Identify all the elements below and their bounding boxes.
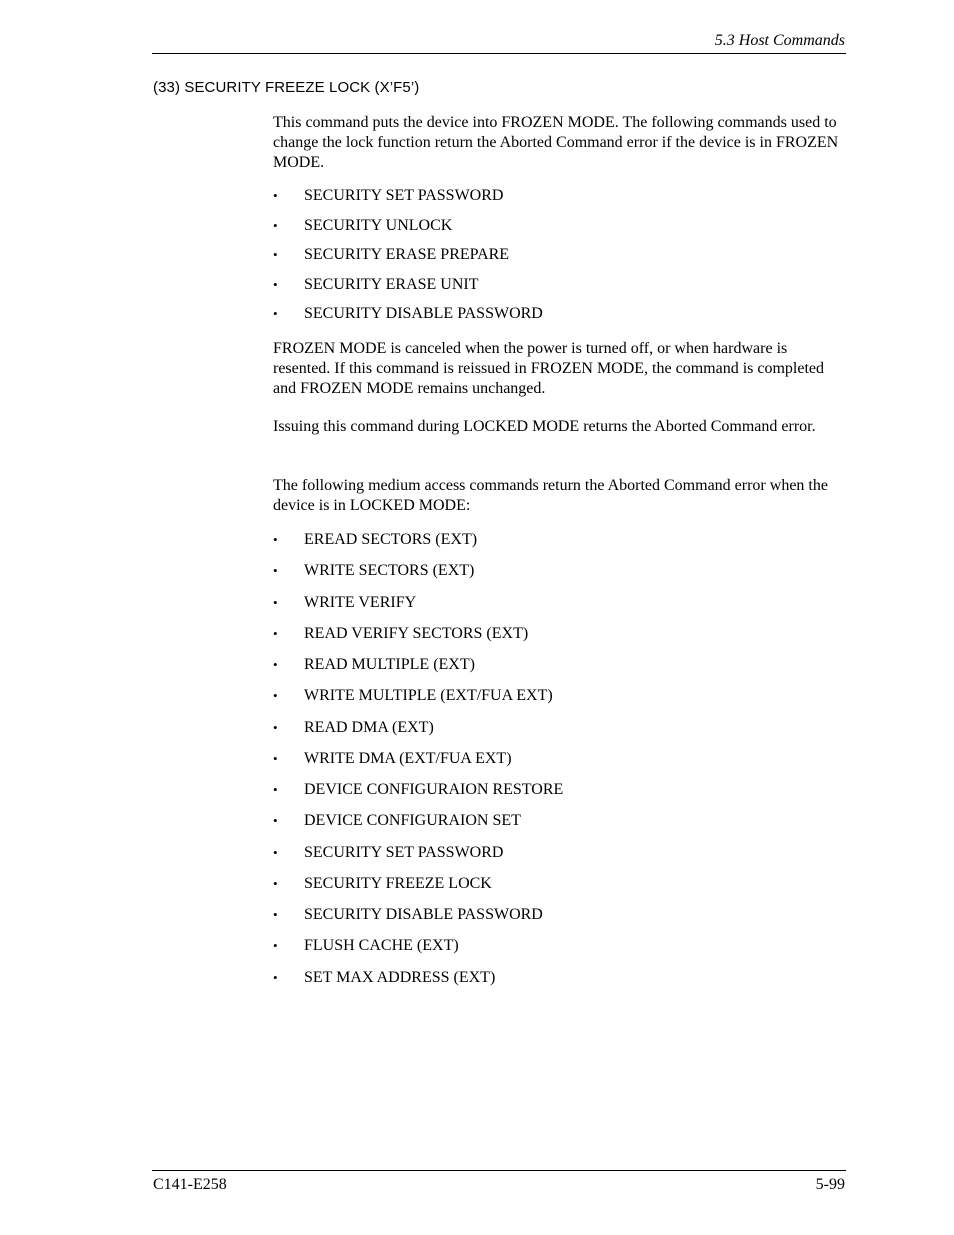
- list-item-label: DEVICE CONFIGURAION RESTORE: [304, 781, 564, 799]
- bullet-icon: •: [273, 750, 278, 766]
- list-item-label: WRITE VERIFY: [304, 593, 417, 611]
- list-item-label: WRITE SECTORS (EXT): [304, 562, 475, 580]
- list-item-label: SECURITY UNLOCK: [304, 216, 453, 234]
- bullet-icon: •: [273, 247, 278, 263]
- list-item: [273, 216, 833, 246]
- section-title: (33) SECURITY FREEZE LOCK (X’F5’): [153, 79, 420, 96]
- locked-command-list: [273, 530, 833, 999]
- bullet-icon: •: [273, 719, 278, 735]
- list-item: [273, 304, 833, 334]
- page-number: 5-99: [815, 1176, 845, 1193]
- list-item: [273, 186, 833, 216]
- bullet-icon: •: [273, 875, 278, 891]
- list-item: [273, 275, 833, 305]
- bullet-icon: •: [273, 688, 278, 704]
- list-item-label: FLUSH CACHE (EXT): [304, 937, 459, 955]
- intro-paragraph: This command puts the device into FROZEN MODE. The following commands used to change the lock function return the Aborted Command error if the device is in FROZEN MODE.: [273, 114, 839, 171]
- bullet-icon: •: [273, 782, 278, 798]
- list-item-label: SET MAX ADDRESS (EXT): [304, 968, 496, 986]
- bullet-icon: •: [273, 813, 278, 829]
- bullet-icon: •: [273, 938, 278, 954]
- bullet-icon: •: [273, 217, 278, 233]
- list-item: [273, 968, 833, 999]
- bullet-icon: •: [273, 844, 278, 860]
- list-item: [273, 655, 833, 686]
- bullet-icon: •: [273, 657, 278, 673]
- list-item: [273, 245, 833, 275]
- document-id: C141-E258: [153, 1176, 227, 1193]
- list-item-label: SECURITY DISABLE PASSWORD: [304, 906, 543, 924]
- list-item-label: WRITE DMA (EXT/FUA EXT): [304, 749, 512, 767]
- running-head: 5.3 Host Commands: [714, 32, 845, 49]
- bullet-icon: •: [273, 625, 278, 641]
- list-item-label: SECURITY FREEZE LOCK: [304, 874, 492, 892]
- list-item: [273, 686, 833, 717]
- bullet-icon: •: [273, 306, 278, 322]
- list-item-label: SECURITY SET PASSWORD: [304, 843, 504, 861]
- list-item: [273, 905, 833, 936]
- list-item-label: READ VERIFY SECTORS (EXT): [304, 624, 529, 642]
- bullet-icon: •: [273, 188, 278, 203]
- bullet-icon: •: [273, 907, 278, 923]
- medium-access-paragraph: The following medium access commands return the Aborted Command error when the device is in LOCKED MODE:: [273, 477, 828, 514]
- list-item: [273, 811, 833, 842]
- list-item-label: WRITE MULTIPLE (EXT/FUA EXT): [304, 687, 553, 705]
- list-item-label: EREAD SECTORS (EXT): [304, 531, 478, 548]
- list-item-label: DEVICE CONFIGURAION SET: [304, 812, 521, 830]
- list-item: [273, 593, 833, 624]
- list-item: [273, 561, 833, 592]
- list-item: [273, 530, 833, 561]
- frozen-mode-paragraph: FROZEN MODE is canceled when the power is turned off, or when hardware is resented. If this command is reissued in FROZEN MODE, the command is completed and FROZEN MODE remains unchanged.: [273, 340, 825, 397]
- list-item: [273, 780, 833, 811]
- list-item-label: SECURITY ERASE UNIT: [304, 275, 479, 293]
- bullet-icon: •: [273, 563, 278, 579]
- bullet-icon: •: [273, 276, 278, 292]
- list-item-label: SECURITY SET PASSWORD: [304, 187, 504, 204]
- footer-rule: [152, 1170, 846, 1171]
- list-item: [273, 874, 833, 905]
- list-item-label: SECURITY ERASE PREPARE: [304, 246, 510, 264]
- list-item: [273, 843, 833, 874]
- bullet-icon: •: [273, 969, 278, 985]
- header-rule: [152, 53, 846, 54]
- list-item: [273, 936, 833, 967]
- bullet-icon: •: [273, 532, 278, 547]
- frozen-command-list: [273, 186, 833, 334]
- list-item: [273, 718, 833, 749]
- list-item-label: SECURITY DISABLE PASSWORD: [304, 305, 543, 323]
- list-item-label: READ DMA (EXT): [304, 718, 434, 736]
- list-item-label: READ MULTIPLE (EXT): [304, 656, 475, 674]
- list-item: [273, 624, 833, 655]
- bullet-icon: •: [273, 594, 278, 610]
- locked-mode-paragraph: Issuing this command during LOCKED MODE returns the Aborted Command error.: [273, 418, 816, 435]
- list-item: [273, 749, 833, 780]
